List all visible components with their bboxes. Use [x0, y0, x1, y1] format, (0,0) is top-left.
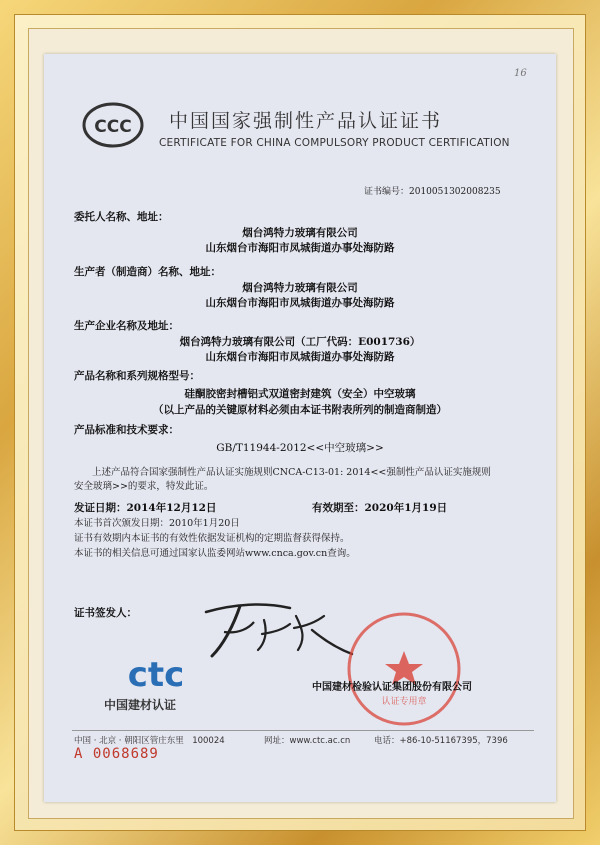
manufacturer-address: 山东烟台市海阳市凤城街道办事处海防路: [205, 297, 395, 309]
manufacturer-name: 烟台鸿特力玻璃有限公司: [242, 282, 358, 294]
footer-divider: [72, 730, 534, 731]
ctc-logo-cn: 中国建材认证: [104, 698, 177, 712]
factory-name: 烟台鸿特力玻璃有限公司（工厂代码：E001736）: [179, 336, 421, 348]
product-name: 硅酮胶密封槽铝式双道密封建筑（安全）中空玻璃: [184, 388, 416, 400]
product-label: 产品名称和系列规格型号：: [74, 370, 200, 382]
info-note: 本证书的相关信息可通过国家认监委网站www.cnca.gov.cn查询。: [74, 548, 356, 559]
page-number: 16: [514, 68, 527, 79]
client-address: 山东烟台市海阳市凤城街道办事处海防路: [205, 242, 395, 254]
ccc-logo-text: CCC: [94, 117, 132, 137]
standard-value: GB/T11944-2012<<中空玻璃>>: [216, 442, 384, 454]
client-name: 烟台鸿特力玻璃有限公司: [242, 227, 358, 239]
factory-address: 山东烟台市海阳市凤城街道办事处海防路: [205, 351, 395, 363]
validity-note: 证书有效期内本证书的有效性依据发证机构的定期监督获得保持。: [74, 533, 350, 544]
certificate-title-en: CERTIFICATE FOR CHINA COMPULSORY PRODUCT CERTIFICATION: [159, 137, 510, 149]
expiry-date: 有效期至：2020年1月19日: [312, 502, 448, 514]
factory-label: 生产企业名称及地址：: [74, 320, 179, 332]
first-issue-date: 本证书首次颁发日期：2010年1月20日: [74, 518, 240, 529]
product-note: （以上产品的关键原材料必须由本证书附表所列的制造商制造）: [153, 404, 447, 416]
serial-number: A 0068689: [74, 746, 159, 762]
footer-address: 中国 · 北京 · 朝阳区管庄东里 100024: [74, 736, 225, 746]
client-label: 委托人名称、地址：: [74, 211, 169, 223]
footer-website: 网址：www.ctc.ac.cn: [264, 736, 351, 746]
svg-text:认证专用章: 认证专用章: [381, 697, 427, 707]
ctc-logo-text: ctc: [127, 655, 185, 694]
certificate-number: 证书编号：2010051302008235: [364, 187, 501, 197]
standard-label: 产品标准和技术要求：: [74, 424, 179, 436]
statement-line-2: 安全玻璃>>的要求，特发此证。: [74, 481, 214, 492]
issue-date: 发证日期：2014年12月12日: [74, 502, 217, 514]
statement-line-1: 上述产品符合国家强制性产品认证实施规则CNCA-C13-01: 2014<<强制性产品认证实施规则: [92, 467, 491, 478]
ctc-logo-icon: [116, 654, 196, 694]
certificate-paper: [44, 54, 556, 802]
certificate-title-cn: 中国国家强制性产品认证证书: [169, 110, 443, 132]
issuing-organization: 中国建材检验认证集团股份有限公司: [312, 682, 472, 693]
official-seal-icon: [344, 609, 464, 729]
footer-phone: 电话：+86-10-51167395，7396: [374, 736, 508, 746]
ccc-logo-icon: [82, 102, 144, 148]
manufacturer-label: 生产者（制造商）名称、地址：: [74, 266, 221, 278]
signer-label: 证书签发人：: [74, 607, 137, 619]
